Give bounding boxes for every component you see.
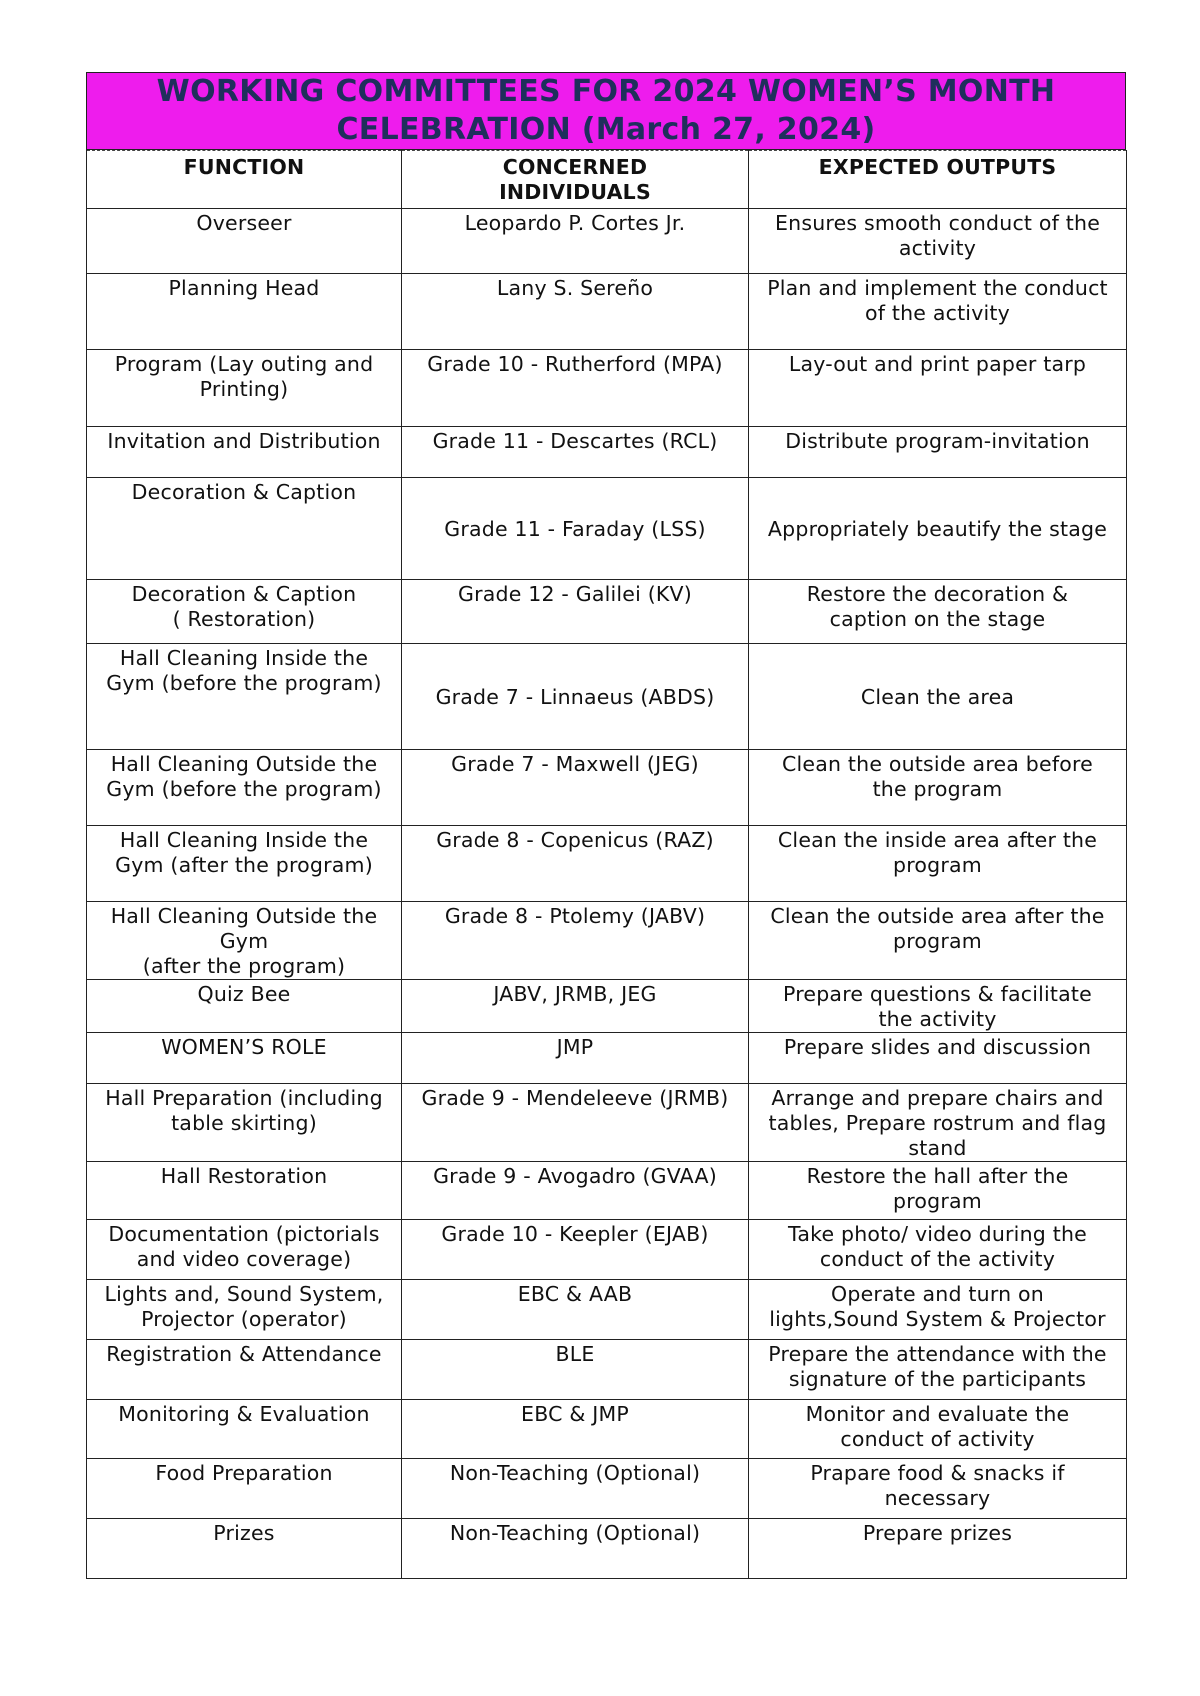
cell-individuals: Non-Teaching (Optional) — [402, 1459, 749, 1519]
cell-individuals: JABV, JRMB, JEG — [402, 980, 749, 1033]
table-row — [87, 1084, 1127, 1162]
cell-outputs: Take photo/ video during the conduct of the activity — [749, 1220, 1127, 1280]
table-row — [87, 1033, 1127, 1084]
title-line-2: CELEBRATION (March 27, 2024) — [336, 112, 876, 147]
cell-outputs: Arrange and prepare chairs and tables, Prepare rostrum and flag stand — [749, 1084, 1127, 1162]
cell-outputs: Appropriately beautify the stage — [749, 478, 1127, 580]
cell-individuals: Grade 12 - Galilei (KV) — [402, 580, 749, 644]
table-row — [87, 644, 1127, 750]
table-row — [87, 478, 1127, 580]
table-row — [87, 902, 1127, 980]
cell-individuals: EBC & JMP — [402, 1400, 749, 1459]
cell-function: Documentation (pictorials and video coverage) — [87, 1220, 402, 1280]
cell-function: Decoration & Caption — [87, 478, 402, 580]
cell-function: Monitoring & Evaluation — [87, 1400, 402, 1459]
cell-function: Program (Lay outing and Printing) — [87, 350, 402, 427]
cell-outputs: Clean the area — [749, 644, 1127, 750]
cell-function: Overseer — [87, 209, 402, 274]
cell-outputs: Clean the inside area after the program — [749, 826, 1127, 902]
table-row — [87, 826, 1127, 902]
committees-table — [86, 150, 1127, 1579]
cell-function: Lights and, Sound System, Projector (operator) — [87, 1280, 402, 1340]
committee-document — [86, 72, 1126, 1579]
table-row — [87, 1519, 1127, 1579]
cell-outputs: Prapare food & snacks if necessary — [749, 1459, 1127, 1519]
cell-outputs: Prepare questions & facilitate the activity — [749, 980, 1127, 1033]
cell-function: Invitation and Distribution — [87, 427, 402, 478]
table-row — [87, 1340, 1127, 1400]
cell-outputs: Prepare slides and discussion — [749, 1033, 1127, 1084]
cell-outputs: Clean the outside area after the program — [749, 902, 1127, 980]
cell-individuals: Grade 7 - Maxwell (JEG) — [402, 750, 749, 826]
title-line-1: WORKING COMMITTEES FOR 2024 WOMEN’S MONTH — [156, 74, 1056, 109]
cell-individuals: Non-Teaching (Optional) — [402, 1519, 749, 1579]
document-title — [86, 72, 1126, 150]
cell-outputs: Ensures smooth conduct of the activity — [749, 209, 1127, 274]
table-row — [87, 209, 1127, 274]
cell-function: Hall Cleaning Inside the Gym (before the program) — [87, 644, 402, 750]
cell-function: Hall Cleaning Outside the Gym (after the program) — [87, 902, 402, 980]
cell-function: Hall Cleaning Inside the Gym (after the program) — [87, 826, 402, 902]
header-expected-outputs: EXPECTED OUTPUTS — [749, 151, 1127, 209]
cell-function: Planning Head — [87, 274, 402, 350]
cell-individuals: JMP — [402, 1033, 749, 1084]
cell-individuals: Grade 9 - Avogadro (GVAA) — [402, 1162, 749, 1220]
table-row — [87, 580, 1127, 644]
cell-individuals: Lany S. Sereño — [402, 274, 749, 350]
table-row — [87, 427, 1127, 478]
cell-function: Registration & Attendance — [87, 1340, 402, 1400]
cell-individuals: Grade 10 - Rutherford (MPA) — [402, 350, 749, 427]
table-row — [87, 1220, 1127, 1280]
header-concerned-individuals: CONCERNED INDIVIDUALS — [402, 151, 749, 209]
cell-outputs: Prepare prizes — [749, 1519, 1127, 1579]
table-header-row — [87, 151, 1127, 209]
cell-outputs: Restore the decoration & caption on the stage — [749, 580, 1127, 644]
cell-individuals: Leopardo P. Cortes Jr. — [402, 209, 749, 274]
cell-outputs: Lay-out and print paper tarp — [749, 350, 1127, 427]
cell-function: Decoration & Caption ( Restoration) — [87, 580, 402, 644]
table-row — [87, 750, 1127, 826]
cell-outputs: Distribute program-invitation — [749, 427, 1127, 478]
cell-outputs: Monitor and evaluate the conduct of activity — [749, 1400, 1127, 1459]
cell-individuals: EBC & AAB — [402, 1280, 749, 1340]
cell-function: Hall Restoration — [87, 1162, 402, 1220]
cell-outputs: Plan and implement the conduct of the activity — [749, 274, 1127, 350]
cell-function: Quiz Bee — [87, 980, 402, 1033]
header-function: FUNCTION — [87, 151, 402, 209]
cell-function: WOMEN’S ROLE — [87, 1033, 402, 1084]
cell-individuals: Grade 8 - Copenicus (RAZ) — [402, 826, 749, 902]
table-row — [87, 1162, 1127, 1220]
cell-outputs: Clean the outside area before the program — [749, 750, 1127, 826]
cell-outputs: Restore the hall after the program — [749, 1162, 1127, 1220]
table-row — [87, 1400, 1127, 1459]
cell-individuals: Grade 10 - Keepler (EJAB) — [402, 1220, 749, 1280]
cell-individuals: Grade 9 - Mendeleeve (JRMB) — [402, 1084, 749, 1162]
table-row — [87, 1459, 1127, 1519]
table-row — [87, 980, 1127, 1033]
cell-individuals: Grade 8 - Ptolemy (JABV) — [402, 902, 749, 980]
table-row — [87, 1280, 1127, 1340]
cell-function: Prizes — [87, 1519, 402, 1579]
table-row — [87, 274, 1127, 350]
cell-function: Food Preparation — [87, 1459, 402, 1519]
cell-outputs: Prepare the attendance with the signature of the participants — [749, 1340, 1127, 1400]
cell-individuals: Grade 11 - Faraday (LSS) — [402, 478, 749, 580]
table-body — [87, 209, 1127, 1579]
cell-function: Hall Preparation (including table skirting) — [87, 1084, 402, 1162]
cell-function: Hall Cleaning Outside the Gym (before the program) — [87, 750, 402, 826]
cell-individuals: Grade 11 - Descartes (RCL) — [402, 427, 749, 478]
cell-individuals: Grade 7 - Linnaeus (ABDS) — [402, 644, 749, 750]
cell-individuals: BLE — [402, 1340, 749, 1400]
cell-outputs: Operate and turn on lights,Sound System & Projector — [749, 1280, 1127, 1340]
table-row — [87, 350, 1127, 427]
